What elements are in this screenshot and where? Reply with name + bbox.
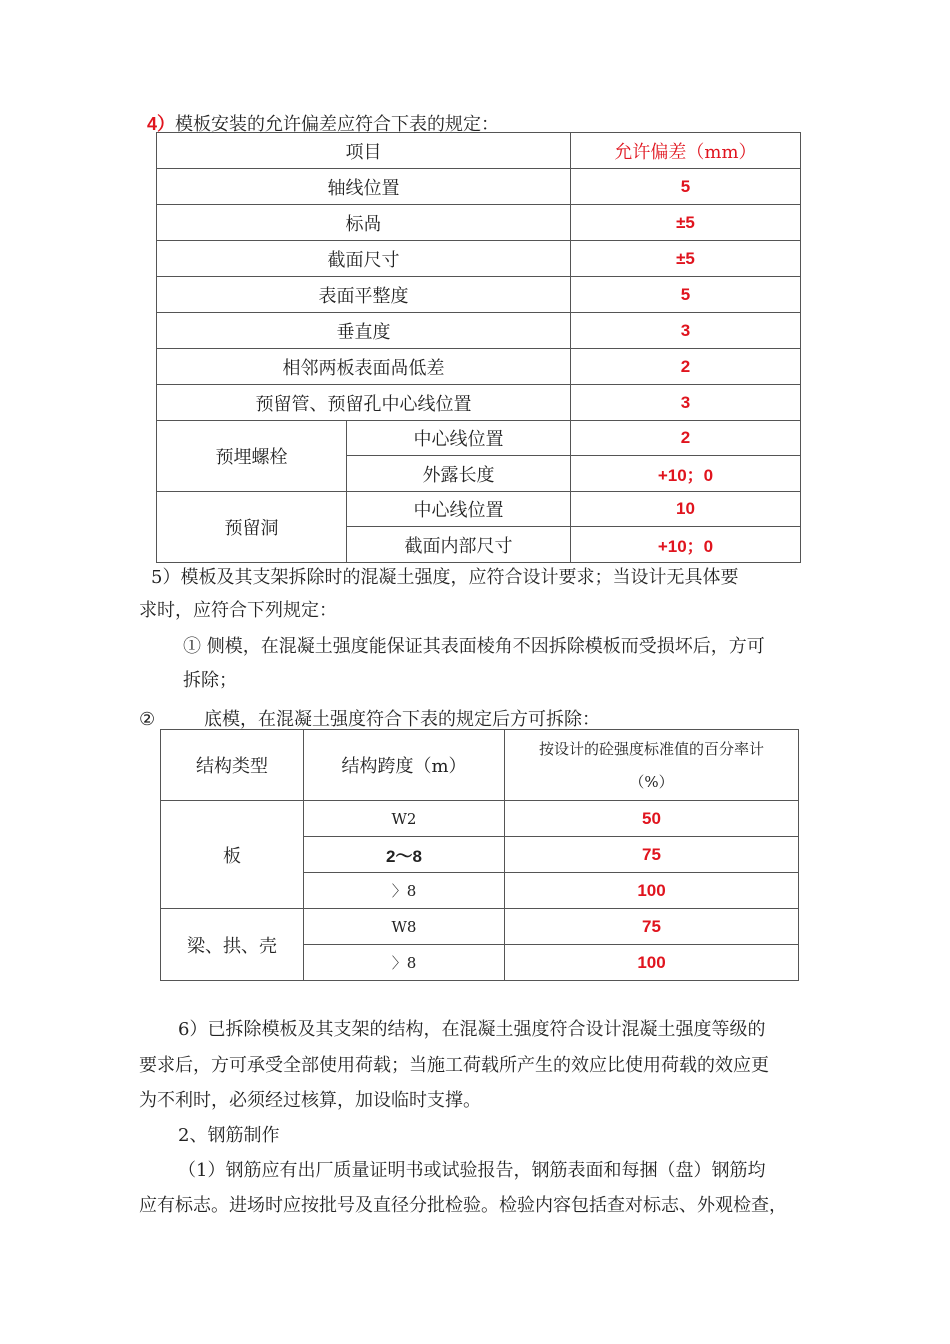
stripping-strength-table — [160, 729, 799, 981]
header-percent — [505, 730, 799, 801]
row-item: 中心线位置 — [347, 492, 571, 527]
rebar-para-line-2: 应有标志。进场时应按批号及直径分批检验。检验内容包括查对标志、外观检查， — [139, 1195, 787, 1216]
row-span: 〉8 — [304, 873, 505, 909]
header-percent-line-1: 按设计的砼强度标准值的百分率计 — [538, 740, 764, 758]
row-item: 截面内部尺寸 — [347, 527, 571, 563]
header-span: 结构跨度（m） — [304, 730, 505, 801]
table-row — [157, 313, 801, 349]
table-row — [157, 241, 801, 277]
row-item: 中心线位置 — [347, 421, 571, 456]
table-row — [157, 205, 801, 241]
table-header-row — [161, 730, 799, 801]
row-span: 〉8 — [304, 945, 505, 981]
row-value: ±5 — [571, 241, 801, 277]
formwork-tolerance-table — [156, 132, 801, 563]
rebar-para-line-1: （1）钢筋应有出厂质量证明书或试验报告，钢筋表面和每捆（盘）钢筋均 — [178, 1160, 766, 1181]
row-value: ±5 — [571, 205, 801, 241]
section-6-line-3: 为不利时，必须经过核算，加设临时支撑。 — [139, 1090, 481, 1111]
row-value: 2 — [571, 421, 801, 456]
group-name: 预埋螺栓 — [157, 421, 347, 492]
group-name: 预留洞 — [157, 492, 347, 563]
row-percent: 100 — [505, 873, 799, 909]
table-row — [157, 277, 801, 313]
rebar-heading: 2、钢筋制作 — [178, 1125, 280, 1146]
table-row — [157, 421, 801, 456]
row-value: 3 — [571, 313, 801, 349]
row-percent: 75 — [505, 837, 799, 873]
table-header-row — [157, 133, 801, 169]
row-item: 标咼 — [157, 205, 571, 241]
section-5-line-1: 5）模板及其支架拆除时的混凝土强度，应符合设计要求；当设计无具体要 — [151, 567, 739, 588]
section-6-line-2: 要求后，方可承受全部使用荷载；当施工荷载所产生的效应比使用荷载的效应更 — [139, 1055, 769, 1076]
row-item: 外露长度 — [347, 456, 571, 492]
row-item: 表面平整度 — [157, 277, 571, 313]
table-row — [157, 492, 801, 527]
row-value: 5 — [571, 277, 801, 313]
row-item: 相邻两板表面咼低差 — [157, 349, 571, 385]
row-percent: 75 — [505, 909, 799, 945]
section-4-number: 4） — [147, 114, 176, 134]
row-value: +10；0 — [571, 527, 801, 563]
row-value: 10 — [571, 492, 801, 527]
row-value: 2 — [571, 349, 801, 385]
row-item: 预留管、预留孔中心线位置 — [157, 385, 571, 421]
row-percent: 50 — [505, 801, 799, 837]
table-row — [161, 909, 799, 945]
row-span: 2〜8 — [304, 837, 505, 873]
header-item: 项目 — [157, 133, 571, 169]
row-item: 垂直度 — [157, 313, 571, 349]
item-1-line-1: ① 侧模，在混凝土强度能保证其表面棱角不因拆除模板而受损坏后，方可 — [183, 636, 765, 657]
row-span: W8 — [304, 909, 505, 945]
row-item: 截面尺寸 — [157, 241, 571, 277]
row-value: +10；0 — [571, 456, 801, 492]
section-6-line-1: 6）已拆除模板及其支架的结构，在混凝土强度符合设计混凝土强度等级的 — [178, 1019, 766, 1040]
row-percent: 100 — [505, 945, 799, 981]
item-2-mark: ② — [139, 709, 156, 730]
section-5-line-2: 求时，应符合下列规定： — [139, 600, 337, 621]
group-name: 板 — [161, 801, 304, 909]
section-4-text: 模板安装的允许偏差应符合下表的规定： — [175, 114, 500, 135]
table-row — [157, 169, 801, 205]
item-2-text: 底模，在混凝土强度符合下表的规定后方可拆除： — [204, 709, 600, 730]
table-row — [157, 385, 801, 421]
row-item: 轴线位置 — [157, 169, 571, 205]
row-span: W2 — [304, 801, 505, 837]
table-row — [157, 349, 801, 385]
table-row — [161, 801, 799, 837]
header-percent-line-2: （%） — [629, 773, 674, 791]
row-value: 5 — [571, 169, 801, 205]
header-tolerance: 允许偏差（mm） — [571, 133, 801, 169]
row-value: 3 — [571, 385, 801, 421]
item-1-line-2: 拆除； — [183, 670, 237, 691]
header-type: 结构类型 — [161, 730, 304, 801]
group-name: 梁、拱、壳 — [161, 909, 304, 981]
